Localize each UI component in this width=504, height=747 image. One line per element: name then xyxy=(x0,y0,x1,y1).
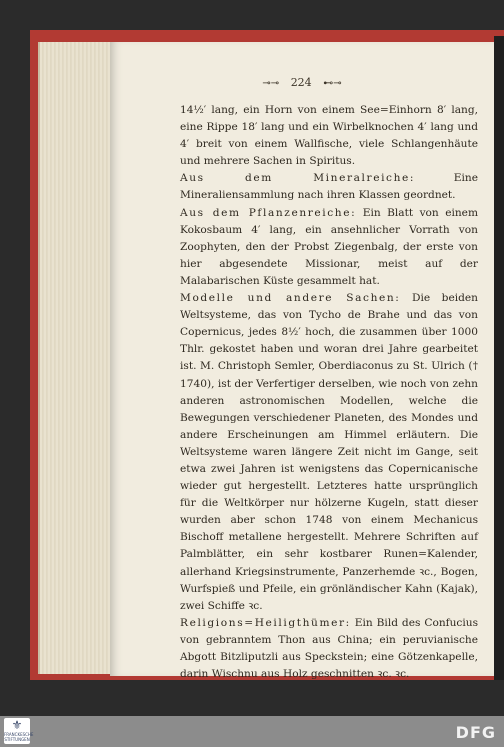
crest-icon: ⚜ xyxy=(11,718,23,732)
paragraph-3 xyxy=(180,205,478,290)
book-page xyxy=(110,42,494,681)
page-header xyxy=(110,76,494,89)
paragraph-text: Ein Bild des Confucius von gebranntem Thon aus China; ein peruvianische Abgott Bitzliputzli aus Speckstein; eine Götzenkapelle, darin Wischnu aus Holz geschnitten ꝛc. ꝛc. xyxy=(180,616,478,681)
paragraph-lead: Religions=Heiligthümer: xyxy=(180,616,351,629)
paragraph-lead: Modelle und andere Sachen: xyxy=(180,292,401,305)
paragraph-lead: Aus dem Mineralreiche: xyxy=(180,172,416,185)
paragraph-text: Ein Blatt von einem Kokosbaum 4′ lang, ein ansehnlicher Vorrath von Zoophyten, den der Probst Ziegenbalg, der erste von hier abgesendete Missionar, meist auf der Malabarischen Küste gesammelt hat. xyxy=(180,206,479,287)
dfg-logo[interactable]: DFG xyxy=(455,723,496,742)
paragraph-text: Eine Mineraliensammlung nach ihren Klassen geordnet. xyxy=(180,172,478,202)
institution-logo[interactable] xyxy=(4,718,34,744)
paragraph-text: 14½′ lang, ein Horn von einem See=Einhorn 8′ lang, eine Rippe 18′ lang und ein Wirbelknochen 4′ lang und 4′ breit von einem Wallfische, viele Schlangenhäute und mehrere Sachen in Spiritus. xyxy=(180,104,478,168)
paragraph-2 xyxy=(180,170,478,204)
page-body xyxy=(180,102,478,683)
page-stack xyxy=(38,42,112,674)
viewer-footer xyxy=(0,716,504,747)
logo-text: FRANCKESCHE STIFTUNGEN xyxy=(4,732,34,742)
ornament-left-icon: ⊸⊸ xyxy=(262,78,280,89)
paragraph-text: Die beiden Weltsysteme, das von Tycho de Brahe und das von Copernicus, jedes 8½′ hoch, die zusammen über 1000 Thlr. gekostet haben und woran drei Jahre gearbeitet ist. M. Christoph Semler, Oberdiaconus zu St. Ulrich († 1740), ist der Verfertiger derselben, wie noch von zehn anderen astronomischen Modellen, welche die Bewegungen verschiedener Planeten, des Mondes und andere Erscheinungen am Himmel erläutern. Die Weltsysteme waren längere Zeit nicht im Gange, seit etwa zwei Jahren ist wenigstens das Copernicanische wieder gut hergestellt. Letzteres hatte ursprünglich für die Weltkörper nur hölzerne Kugeln, statt dieser wurden aber schon 1748 von einem Mechanicus Bischoff metallene hergestellt. Mehrere Schriften auf Palmblätter, ein sehr kostbarer Runen=Kalender, allerhand Kriegsinstrumente, Panzerhemde ꝛc., Bogen, Wurfspieß und Pfeile, ein grönländischer Kahn (Kajak), zwei Schiffe ꝛc. xyxy=(180,292,478,612)
book-edge xyxy=(494,36,504,680)
ornament-right-icon: ⊷⊸ xyxy=(323,78,342,89)
page-number: 224 xyxy=(290,76,312,89)
paragraph-5 xyxy=(180,615,478,683)
paragraph-lead: Aus dem Pflanzenreiche: xyxy=(180,206,357,219)
paragraph-4 xyxy=(180,290,478,615)
paragraph-1 xyxy=(180,102,478,170)
